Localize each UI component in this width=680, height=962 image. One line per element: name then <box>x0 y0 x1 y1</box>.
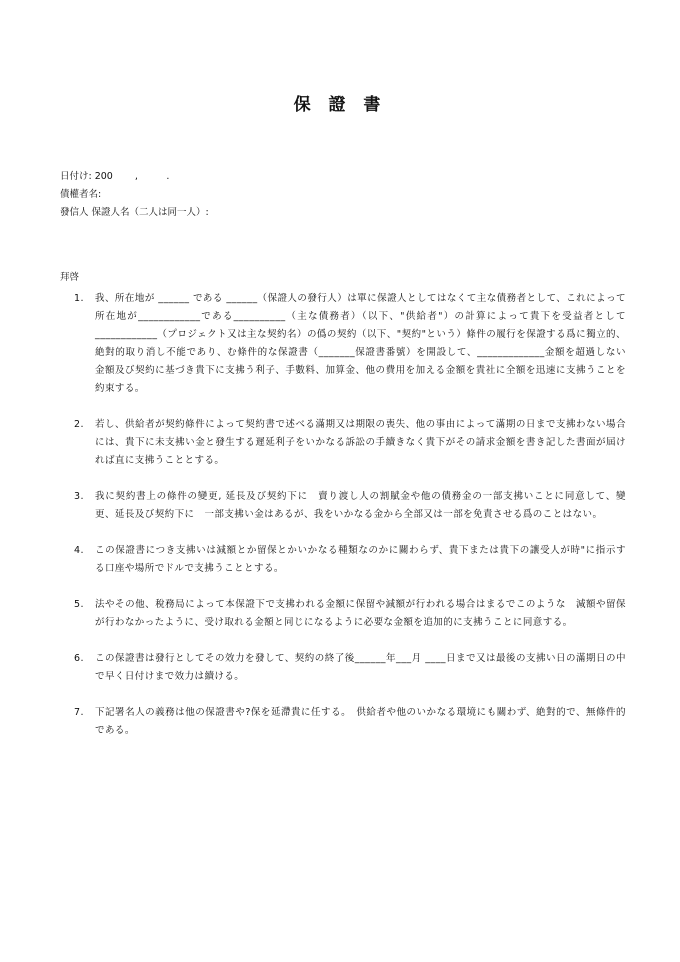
clause-text: 下記署名人の義務は他の保證書や?保を延滯貴に任する。 供給者や他のいかなる環境にも關わず、絶對的で、無條件的である。 <box>95 707 626 736</box>
clause-1 <box>60 290 636 398</box>
clause-text: この保證書につき支拂いは減額とか留保とかいかなる種類なのかに關わらず、貴下または貴下の讓受人が時"に指示する口座や場所でドルで支拂うこととする。 <box>95 545 626 574</box>
clause-text: この保證書は發行としてその效力を發して、契約の終了後______年___月 ____日まで又は最後の支拂い日の滿期日の中で早く日付けまで效力は續ける。 <box>95 653 626 682</box>
clause-list <box>60 290 636 758</box>
document-title: 保 證 書 <box>293 95 387 115</box>
creditor-line: 債權者名: <box>60 189 102 200</box>
clause-number: 7. <box>74 707 84 718</box>
clause-number: 2. <box>74 419 84 430</box>
clause-7 <box>60 704 626 740</box>
clause-text: 我に契約書上の條件の變更, 延長及び契約下に 賣り渡し人の割賦金や他の債務金の一部支拂いことに同意して、變更、延長及び契約下に 一部支拂い金はあるが、我をいかなる金から全部又は一部を免責させる爲のことはない。 <box>95 491 626 520</box>
clause-text: 若し、供給者が契約條件によって契約書で述べる滿期又は期限の喪失、他の事由によって滿期の日まで支拂わない場合には、貴下に未支拂い金と發生する遲延利子をいかなる訴訟の手續きなく貴下がその請求金額を書き記した書面が屆ければ直に支拂うこととする。 <box>95 419 626 466</box>
clause-number: 6. <box>74 653 84 664</box>
clause-text: 我、所在地が ______ である ______（保證人の發行人）は單に保證人としてはなくて主な債務者として、これによって 所在地が____________である__________（主な債務者）（以下、"供給者"）の計算によって貴下を受益者として____________（プロジェクト又は主な契約名）の僞の契約（以下、"契約"という）條件の履行を保證する爲に獨立的、絶對的取り消し不能であり、む條件的な保證書（_______保證書番號）を開設して、_____________金額を超過しない金額及び契約に基づき貴下に支拂う利子、手數料、加算金、他の費用を加える金額を貴社に全額を迅速に支拂うことを約束する。 <box>95 293 636 394</box>
clause-text: 法やその他、稅務局によって本保證下で支拂われる金額に保留や減額が行われる場合はまるでこのような 減額や留保が行わなかったように、受け取れる金額と同じになるように必要な金額を追加的に支拂うことに同意する。 <box>95 599 626 628</box>
clause-number: 1. <box>74 293 84 304</box>
clause-6 <box>60 650 626 686</box>
issuer-line: 發信人 保證人名（二人は同一人）: <box>60 207 209 218</box>
clause-number: 4. <box>74 545 84 556</box>
salutation: 拜啓 <box>60 272 80 283</box>
clause-number: 5. <box>74 599 84 610</box>
clause-4 <box>60 542 626 578</box>
clause-3 <box>60 488 626 524</box>
date-line: 日付け: 200 , . <box>60 171 170 182</box>
clause-2 <box>60 416 626 470</box>
clause-number: 3. <box>74 491 84 502</box>
clause-5 <box>60 596 626 632</box>
